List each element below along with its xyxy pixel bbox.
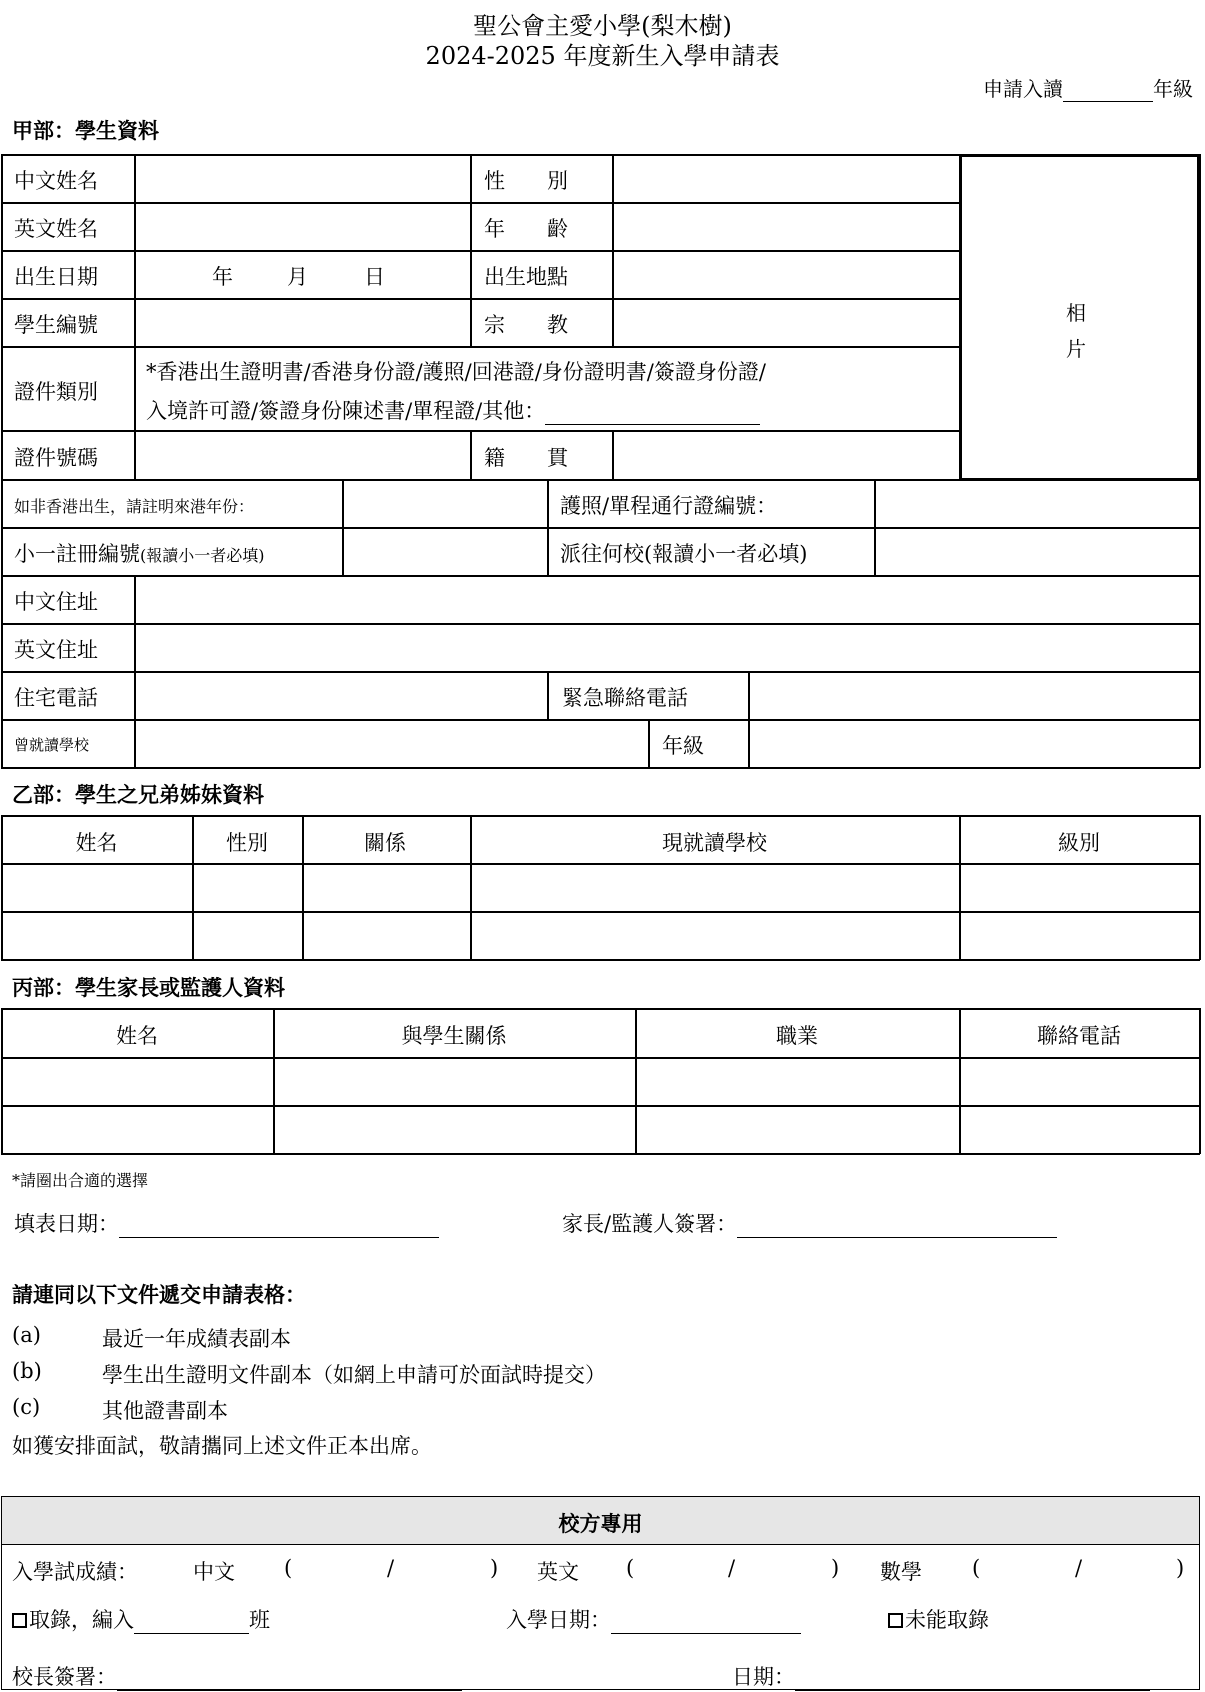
- label-gender: 性 別: [484, 169, 568, 193]
- score-math-slash: /: [1075, 1556, 1083, 1580]
- label-age: 年 齡: [484, 217, 568, 241]
- doc-a-mark: (a): [12, 1323, 41, 1347]
- label-arrival-year: 如非香港出生，請註明來港年份：: [14, 497, 255, 516]
- score-english-close: ): [831, 1556, 840, 1580]
- score-chinese-label: 中文: [193, 1560, 235, 1584]
- score-math-close: ): [1176, 1556, 1185, 1580]
- admitted-checkbox[interactable]: [12, 1613, 27, 1628]
- fill-date: 填表日期：: [14, 1208, 439, 1238]
- apply-grade-blank[interactable]: [1063, 81, 1153, 102]
- label-prev-grade: 年級: [662, 734, 704, 758]
- doc-other-blank[interactable]: [545, 404, 760, 425]
- sibling-col-gender: 性別: [226, 831, 268, 855]
- score-english-label: 英文: [537, 1560, 579, 1584]
- label-birthplace: 出生地點: [484, 265, 568, 289]
- guardian-col-relation: 與學生關係: [401, 1024, 507, 1048]
- guardian-col-name: 姓名: [116, 1024, 158, 1048]
- test-scores-label: 入學試成績：: [12, 1560, 138, 1584]
- label-religion: 宗 教: [484, 313, 568, 337]
- score-english-slash: /: [728, 1556, 736, 1580]
- doc-c-mark: (c): [12, 1395, 41, 1419]
- score-chinese-open: (: [284, 1556, 293, 1580]
- circle-note: *請圈出合適的選擇: [12, 1171, 149, 1190]
- signature-date: 日期：: [732, 1661, 1150, 1691]
- not-admitted-option: 未能取錄: [888, 1604, 989, 1634]
- label-home-phone: 住宅電話: [14, 686, 98, 710]
- doc-options-line1: *香港出生證明書/香港身份證/護照/回港證/身份證明書/簽證身份證/: [146, 360, 766, 384]
- score-chinese-slash: /: [387, 1556, 395, 1580]
- section-a-heading: 甲部：學生資料: [12, 118, 159, 143]
- score-chinese-close: ): [490, 1556, 499, 1580]
- sibling-col-school: 現就讀學校: [662, 831, 767, 855]
- label-passport-no: 護照/單程通行證編號：: [560, 494, 778, 518]
- photo-label-2: 片: [1066, 337, 1086, 361]
- fill-date-blank[interactable]: [119, 1217, 439, 1238]
- label-emergency-phone: 緊急聯絡電話: [562, 686, 688, 710]
- school-name: 聖公會主愛小學(梨木樹): [473, 12, 732, 40]
- doc-b-text: 學生出生證明文件副本（如網上申請可於面試時提交）: [102, 1363, 606, 1387]
- admitted-option: 取錄，編入 班: [12, 1604, 270, 1634]
- label-english-address: 英文住址: [14, 638, 98, 662]
- label-prev-school: 曾就讀學校: [14, 736, 90, 754]
- label-dob: 出生日期: [14, 265, 98, 289]
- signature-date-blank[interactable]: [795, 1670, 1150, 1691]
- label-assigned-school: 派往何校(報讀小一者必填): [560, 542, 808, 566]
- photo-label-1: 相: [1066, 301, 1086, 325]
- parent-signature: 家長/監護人簽署：: [562, 1208, 1057, 1238]
- doc-c-text: 其他證書副本: [102, 1399, 228, 1423]
- doc-a-text: 最近一年成績表副本: [102, 1327, 291, 1351]
- label-student-no: 學生編號: [14, 313, 98, 337]
- docs-heading: 請連同以下文件遞交申請表格：: [12, 1282, 306, 1307]
- dob-month: 月: [287, 265, 308, 289]
- label-chinese-name: 中文姓名: [14, 169, 98, 193]
- section-c-heading: 丙部：學生家長或監護人資料: [12, 975, 285, 1000]
- sibling-col-relation: 關係: [364, 831, 406, 855]
- form-title: 2024-2025 年度新生入學申請表: [425, 42, 780, 70]
- principal-signature: 校長簽署：: [12, 1661, 462, 1691]
- admission-date-blank[interactable]: [611, 1613, 801, 1634]
- label-p1-reg: 小一註冊編號(報讀小一者必填): [14, 542, 265, 566]
- apply-grade: 申請入讀 年級: [983, 77, 1193, 101]
- score-math-label: 數學: [880, 1560, 922, 1584]
- score-math-open: (: [972, 1556, 981, 1580]
- sibling-col-name: 姓名: [75, 831, 118, 855]
- interview-note: 如獲安排面試，敬請攜同上述文件正本出席。: [12, 1434, 432, 1458]
- label-chinese-address: 中文住址: [14, 590, 98, 614]
- doc-b-mark: (b): [12, 1359, 42, 1383]
- school-use-heading: 校方專用: [558, 1511, 643, 1536]
- class-blank[interactable]: [134, 1613, 249, 1634]
- parent-signature-blank[interactable]: [737, 1217, 1057, 1238]
- sibling-col-grade: 級別: [1058, 831, 1100, 855]
- doc-options-line2: 入境許可證/簽證身份陳述書/單程證/其他：: [146, 395, 760, 425]
- score-english-open: (: [626, 1556, 635, 1580]
- dob-day: 日: [364, 265, 385, 289]
- label-doc-type: 證件類別: [14, 380, 98, 404]
- section-b-heading: 乙部：學生之兄弟姊妹資料: [12, 782, 264, 807]
- label-doc-no: 證件號碼: [14, 446, 98, 470]
- label-native-place: 籍 貫: [484, 446, 568, 470]
- guardian-col-occupation: 職業: [776, 1024, 818, 1048]
- not-admitted-checkbox[interactable]: [888, 1613, 903, 1628]
- dob-year: 年: [212, 265, 233, 289]
- principal-signature-blank[interactable]: [117, 1670, 462, 1691]
- label-english-name: 英文姓名: [14, 217, 98, 241]
- admission-date: 入學日期：: [506, 1604, 801, 1634]
- guardian-col-phone: 聯絡電話: [1037, 1024, 1121, 1048]
